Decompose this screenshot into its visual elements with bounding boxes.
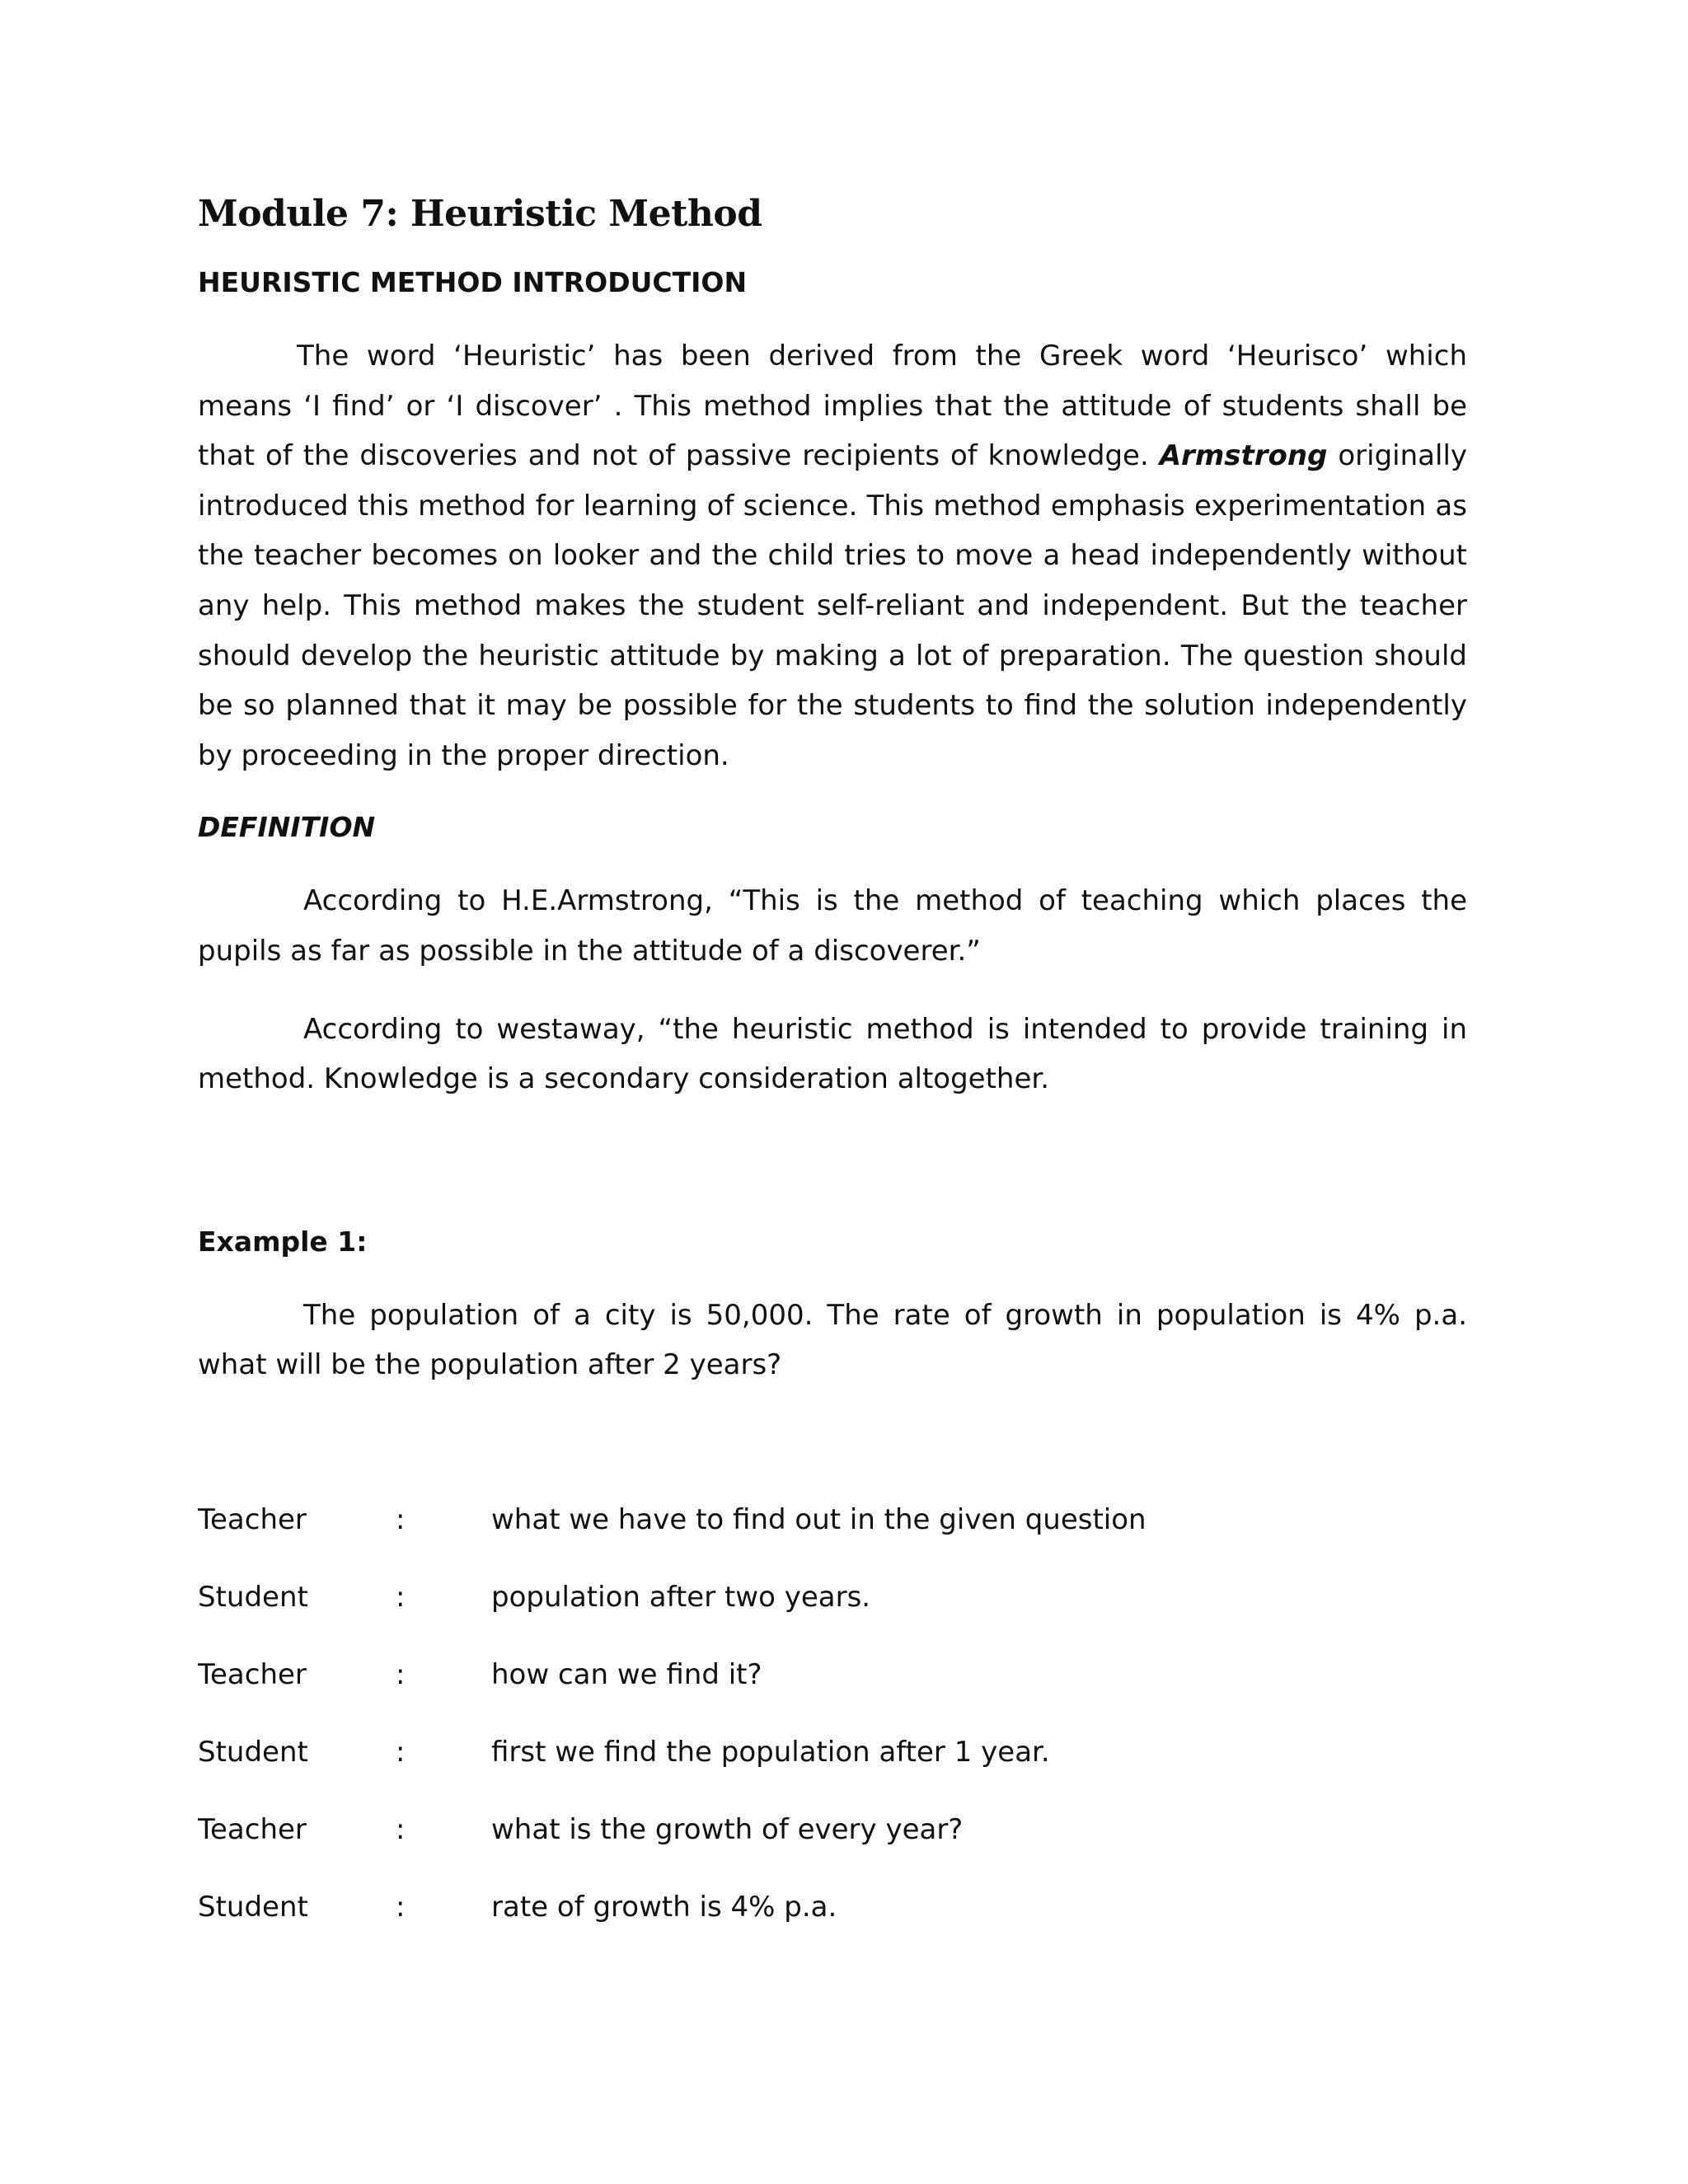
dialogue-separator: : <box>396 1735 406 1769</box>
example-problem: The population of a city is 50,000. The rate of growth in population is 4% p.a. what will be the population after 2 years? <box>198 1298 1467 1382</box>
dialogue-speaker: Teacher <box>198 1812 307 1846</box>
document-content <box>198 190 1467 1966</box>
definition-paragraph-westaway: According to westaway, “the heuristic method is intended to provide training in method. Knowledge is a secondary consideration altogether. <box>198 1012 1467 1096</box>
dialogue-list <box>198 1501 1467 1966</box>
dialogue-speaker: Teacher <box>198 1657 307 1691</box>
dialogue-text: what is the growth of every year? <box>491 1812 964 1846</box>
dialogue-separator: : <box>396 1890 406 1924</box>
dialogue-line <box>198 1656 1467 1733</box>
section-heading-introduction: HEURISTIC METHOD INTRODUCTION <box>198 266 748 298</box>
definition-paragraph-armstrong: According to H.E.Armstrong, “This is the method of teaching which places the pupils as far as possible in the attitude of a discoverer.” <box>198 884 1467 968</box>
dialogue-text: first we find the population after 1 year. <box>491 1735 1050 1769</box>
dialogue-speaker: Student <box>198 1890 308 1924</box>
dialogue-text: rate of growth is 4% p.a. <box>491 1890 837 1924</box>
intro-paragraph <box>198 331 1467 780</box>
dialogue-separator: : <box>396 1502 406 1536</box>
dialogue-separator: : <box>396 1580 406 1614</box>
dialogue-line <box>198 1811 1467 1888</box>
dialogue-speaker: Teacher <box>198 1502 307 1536</box>
dialogue-separator: : <box>396 1657 406 1691</box>
dialogue-line <box>198 1578 1467 1656</box>
dialogue-speaker: Student <box>198 1735 308 1769</box>
dialogue-text: what we have to find out in the given question <box>491 1502 1146 1536</box>
page-title: Module 7: Heuristic Method <box>198 193 762 235</box>
armstrong-emphasis: Armstrong <box>1159 439 1328 473</box>
intro-text-after: originally introduced this method for learning of science. This method emphasis experimentation as the teacher becomes on looker and the child tries to move a head independently without any help. This method makes the student self-reliant and independent. But the teacher should develop the heuristic attitude by making a lot of preparation. The question should be so planned that it may be possible for the students to find the solution independently by proceeding in the proper direction. <box>198 439 1468 772</box>
spacer <box>198 1132 1467 1223</box>
dialogue-text: how can we find it? <box>491 1657 762 1691</box>
dialogue-line <box>198 1733 1467 1811</box>
dialogue-speaker: Student <box>198 1580 308 1614</box>
dialogue-line <box>198 1501 1467 1578</box>
dialogue-text: population after two years. <box>491 1580 871 1614</box>
section-heading-definition: DEFINITION <box>198 811 376 844</box>
spacer <box>198 1418 1467 1501</box>
intro-text-before: The word ‘Heuristic’ has been derived from the Greek word ‘Heurisco’ which means ‘I find’ or ‘I discover’ . This method implies that the attitude of students shall be that of the discoveries and not of passive recipients of knowledge. <box>198 340 1467 473</box>
dialogue-separator: : <box>396 1812 406 1846</box>
dialogue-line <box>198 1888 1467 1966</box>
section-heading-example: Example 1: <box>198 1225 368 1258</box>
